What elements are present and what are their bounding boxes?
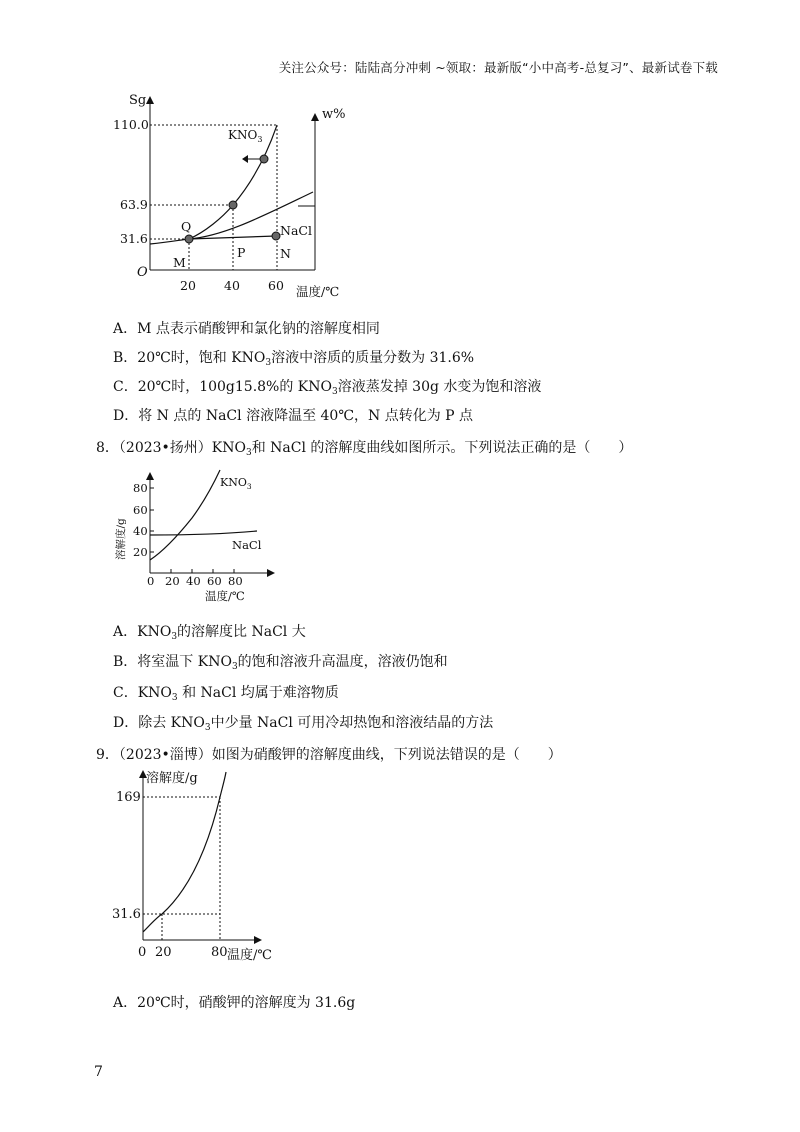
q8-stem: 8．（2023•扬州）$KNO_3$和 NaCl 的溶解度曲线如图所示。下列说法正确的是（ ） [96,440,633,458]
fig1-point-q [185,235,193,243]
page-header: 关注公众号：陆陆高分冲刺 ~领取：最新版“小中高考-总复习”、最新试卷下载 [278,60,718,75]
fig2-xlabel-0: 0 [147,574,155,588]
fig1-xtick-40: 40 [224,278,240,293]
fig2-ylabel-60: 60 [133,503,148,517]
fig1-point-nacl [272,232,280,240]
page-number: 7 [94,1064,103,1080]
q8-option-d: D．除去 $KNO_3$中少量 NaCl 可用冷却热饱和溶液结晶的方法 [113,715,494,733]
fig1-xtick-60: 60 [268,278,284,293]
fig2-xlabel-40: 40 [186,574,201,588]
fig1-y-arrow [146,96,154,104]
fig2-ylabel-40: 40 [133,524,148,538]
fig2-nacl-curve [150,531,257,535]
q8-option-b: B．将室温下 $KNO_3$的饱和溶液升高温度，溶液仍饱和 [113,654,448,672]
fig3-x-arrow [254,936,262,944]
fig1-x-label: 温度/℃ [296,284,340,299]
fig3-y-axis-label: 溶解度/g [146,771,198,786]
fig3-xtick-20: 20 [155,945,172,960]
fig1-label-m: M [173,255,186,270]
fig1-origin: O [137,265,148,280]
fig1-nacl-label: NaCl [280,223,312,238]
fig2-nacl-label: NaCl [232,538,262,552]
fig3-kno3-curve [143,772,226,932]
fig2-y-axis-label: 溶解度/g [115,518,127,560]
fig1-y-label: Sg [129,93,147,108]
figure-1-solubility-chart [110,90,350,300]
figure-2-solubility-chart [110,466,290,606]
fig1-label-n: N [280,246,291,261]
fig1-ytick-110: 110.0 [113,117,149,132]
fig2-kno3-curve [150,470,220,560]
fig1-point-639 [229,201,237,209]
fig2-kno3-label: $KNO_3$ [220,476,252,491]
fig1-kno3-label: $KNO_3$ [228,128,263,144]
q7-option-d: D．将 N 点的 NaCl 溶液降温至 40℃，N 点转化为 P 点 [113,408,474,424]
fig3-x-axis-label: 温度/℃ [227,948,272,963]
fig2-xlabel-80: 80 [228,574,243,588]
fig1-point-kno3 [260,155,268,163]
fig1-label-q: Q [181,219,192,234]
fig1-w-arrow [311,113,319,121]
fig3-ytick-169: 169 [116,790,141,805]
fig2-x-axis-label: 温度/℃ [205,589,245,603]
q7-option-a: A．M 点表示硝酸钾和氯化钠的溶解度相同 [113,321,380,337]
q9-option-a: A．20℃时，硝酸钾的溶解度为 31.6g [113,995,356,1011]
figure-3-solubility-chart [100,762,290,972]
fig1-w-label: w% [322,107,346,122]
fig2-y-arrow [146,472,154,480]
q7-option-c: C．20℃时，100g15.8%的 $KNO_3$溶液蒸发掉 30g 水变为饱和溶液 [113,379,542,397]
fig1-ytick-316: 31.6 [120,231,148,246]
fig3-ytick-316: 31.6 [112,907,141,922]
fig1-xtick-20: 20 [180,278,196,293]
q8-option-a: A．$KNO_3$的溶解度比 NaCl 大 [113,624,306,642]
fig2-xlabel-60: 60 [207,574,222,588]
fig2-ylabel-20: 20 [133,545,148,559]
fig3-xtick-0: 0 [138,945,147,960]
q7-option-b: B．20℃时，饱和 $KNO_3$溶液中溶质的质量分数为 31.6% [113,350,475,368]
fig3-xtick-80: 80 [211,945,228,960]
q8-option-c: C．$KNO_3$ 和 NaCl 均属于难溶物质 [113,685,339,703]
fig2-x-arrow [267,569,275,577]
fig2-xlabel-20: 20 [165,574,180,588]
fig2-ylabel-80: 80 [133,481,148,495]
fig1-label-p: P [237,245,246,260]
fig1-left-arrowhead [242,155,248,163]
fig1-ytick-639: 63.9 [120,197,148,212]
q9-stem: 9．（2023•淄博）如图为硝酸钾的溶解度曲线，下列说法错误的是（ ） [96,747,562,763]
